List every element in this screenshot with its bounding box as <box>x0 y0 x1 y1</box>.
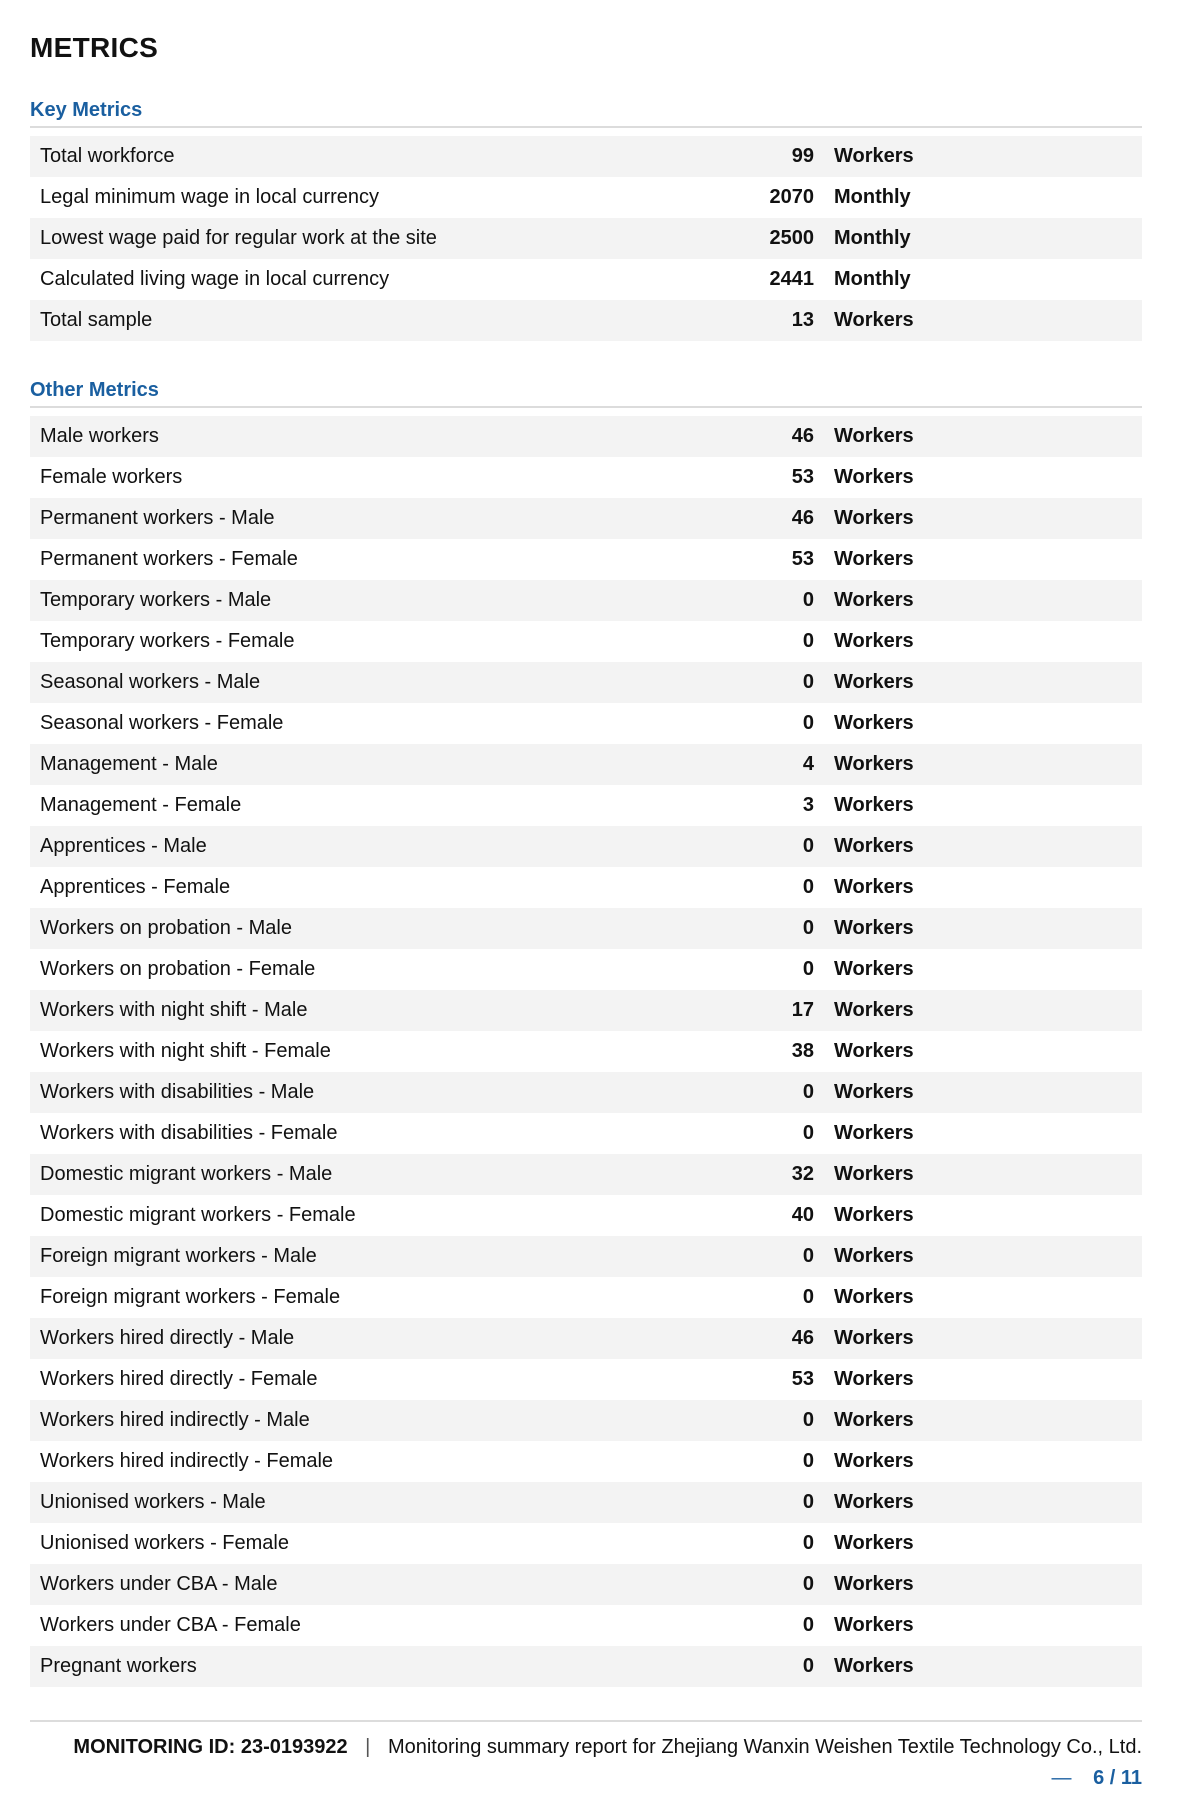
metric-value: 0 <box>802 1491 814 1513</box>
metric-unit: Workers <box>834 1491 914 1513</box>
metric-row <box>30 416 1142 457</box>
metric-row <box>30 1236 1142 1277</box>
section-divider <box>30 126 1142 128</box>
metric-value: 40 <box>791 1204 814 1226</box>
metric-value: 0 <box>802 1655 814 1677</box>
metric-value: 32 <box>791 1163 814 1185</box>
metric-value: 46 <box>791 425 814 447</box>
metric-unit: Workers <box>834 1450 914 1472</box>
metric-label: Legal minimum wage in local currency <box>40 186 380 208</box>
metric-unit: Workers <box>834 671 914 693</box>
metric-row <box>30 990 1142 1031</box>
metric-unit: Workers <box>834 630 914 652</box>
metric-value: 46 <box>791 1327 814 1349</box>
metric-label: Workers with disabilities - Female <box>40 1122 338 1144</box>
metric-unit: Workers <box>834 712 914 734</box>
metric-label: Workers with night shift - Female <box>40 1040 331 1062</box>
page-footer <box>30 1720 1142 1790</box>
metric-value: 0 <box>802 1532 814 1554</box>
metric-unit: Workers <box>834 876 914 898</box>
metric-label: Calculated living wage in local currency <box>40 268 390 290</box>
metric-unit: Workers <box>834 1573 914 1595</box>
metric-row <box>30 259 1142 300</box>
metric-unit: Workers <box>834 1286 914 1308</box>
metric-value: 0 <box>802 630 814 652</box>
metric-value: 0 <box>802 1450 814 1472</box>
metric-label: Workers on probation - Female <box>40 958 316 980</box>
metric-row <box>30 908 1142 949</box>
metric-row <box>30 703 1142 744</box>
metric-value: 0 <box>802 835 814 857</box>
metric-row <box>30 218 1142 259</box>
metric-label: Foreign migrant workers - Male <box>40 1245 317 1267</box>
metric-unit: Workers <box>834 507 914 529</box>
metric-value: 4 <box>802 753 814 775</box>
metric-label: Lowest wage paid for regular work at the site <box>40 227 437 249</box>
metric-unit: Workers <box>834 1614 914 1636</box>
metric-row <box>30 1277 1142 1318</box>
metric-value: 53 <box>791 1368 814 1390</box>
metric-row <box>30 785 1142 826</box>
metric-unit: Workers <box>834 425 914 447</box>
metric-unit: Workers <box>834 1163 914 1185</box>
metric-label: Workers under CBA - Male <box>40 1573 278 1595</box>
footer-separator: | <box>365 1736 371 1758</box>
metric-value: 0 <box>802 1081 814 1103</box>
metric-unit: Workers <box>834 753 914 775</box>
metric-unit: Workers <box>834 589 914 611</box>
footer-divider <box>30 1720 1142 1722</box>
metric-label: Unionised workers - Female <box>40 1532 289 1554</box>
footer-info <box>30 1736 1142 1759</box>
other-metrics-section <box>30 375 1142 1687</box>
metric-value: 53 <box>791 548 814 570</box>
metric-label: Permanent workers - Female <box>40 548 298 570</box>
metric-unit: Workers <box>834 1040 914 1062</box>
metric-row <box>30 1072 1142 1113</box>
metric-unit: Workers <box>834 958 914 980</box>
metric-unit: Workers <box>834 1655 914 1677</box>
metric-row <box>30 1482 1142 1523</box>
metric-unit: Workers <box>834 1368 914 1390</box>
metric-label: Domestic migrant workers - Female <box>40 1204 356 1226</box>
metric-row <box>30 1154 1142 1195</box>
metric-label: Temporary workers - Female <box>40 630 295 652</box>
metric-row <box>30 744 1142 785</box>
metric-value: 53 <box>791 466 814 488</box>
metric-value: 46 <box>791 507 814 529</box>
monitoring-id-label: MONITORING ID: <box>73 1736 236 1758</box>
metric-label: Female workers <box>40 466 183 488</box>
metric-value: 2441 <box>769 268 814 290</box>
metric-row <box>30 1646 1142 1687</box>
metric-value: 17 <box>791 999 814 1021</box>
metric-label: Seasonal workers - Female <box>40 712 284 734</box>
metric-row <box>30 1400 1142 1441</box>
metric-unit: Workers <box>834 835 914 857</box>
metric-unit: Monthly <box>834 227 911 249</box>
metric-value: 0 <box>802 876 814 898</box>
metric-value: 2500 <box>769 227 814 249</box>
metric-unit: Workers <box>834 1532 914 1554</box>
metric-value: 0 <box>802 1573 814 1595</box>
metric-value: 0 <box>802 917 814 939</box>
metric-row <box>30 1113 1142 1154</box>
metric-label: Foreign migrant workers - Female <box>40 1286 341 1308</box>
metric-unit: Monthly <box>834 186 911 208</box>
metric-row <box>30 949 1142 990</box>
page-number: 6 / 11 <box>1093 1767 1142 1789</box>
page-dash: — <box>1051 1767 1072 1789</box>
metric-unit: Workers <box>834 548 914 570</box>
metric-label: Workers hired directly - Male <box>40 1327 295 1349</box>
metric-label: Seasonal workers - Male <box>40 671 261 693</box>
metric-unit: Monthly <box>834 268 911 290</box>
metric-value: 38 <box>791 1040 814 1062</box>
key-metrics-section <box>30 95 1142 341</box>
metric-label: Total workforce <box>40 145 175 167</box>
metric-row <box>30 1195 1142 1236</box>
metric-value: 3 <box>802 794 814 816</box>
metric-unit: Workers <box>834 1245 914 1267</box>
metric-label: Workers on probation - Male <box>40 917 292 939</box>
metric-value: 99 <box>791 145 814 167</box>
metric-value: 0 <box>802 1245 814 1267</box>
metric-value: 0 <box>802 671 814 693</box>
metric-label: Permanent workers - Male <box>40 507 275 529</box>
metric-unit: Workers <box>834 794 914 816</box>
metric-unit: Workers <box>834 1327 914 1349</box>
metric-label: Workers hired indirectly - Female <box>40 1450 334 1472</box>
metric-value: 0 <box>802 1122 814 1144</box>
metric-row <box>30 662 1142 703</box>
metric-row <box>30 1031 1142 1072</box>
metric-value: 13 <box>791 309 814 331</box>
metric-value: 0 <box>802 712 814 734</box>
metric-label: Temporary workers - Male <box>40 589 272 611</box>
monitoring-id-value: 23-0193922 <box>240 1736 348 1758</box>
metric-row <box>30 1605 1142 1646</box>
metric-label: Pregnant workers <box>40 1655 197 1677</box>
section-divider <box>30 406 1142 408</box>
metric-unit: Workers <box>834 999 914 1021</box>
metric-row <box>30 580 1142 621</box>
metric-row <box>30 1359 1142 1400</box>
metric-value: 0 <box>802 958 814 980</box>
metric-label: Workers hired indirectly - Male <box>40 1409 310 1431</box>
metric-value: 2070 <box>769 186 814 208</box>
metric-unit: Workers <box>834 145 914 167</box>
metric-label: Management - Female <box>40 794 242 816</box>
metric-row <box>30 300 1142 341</box>
metric-label: Male workers <box>40 425 159 447</box>
metric-row <box>30 539 1142 580</box>
metric-unit: Workers <box>834 1122 914 1144</box>
metric-label: Apprentices - Female <box>40 876 231 898</box>
metric-label: Total sample <box>40 309 153 331</box>
key-metrics-heading: Key Metrics <box>30 99 143 121</box>
metric-row <box>30 177 1142 218</box>
other-metrics-heading: Other Metrics <box>30 379 159 401</box>
page-indicator <box>30 1767 1142 1790</box>
metric-value: 0 <box>802 589 814 611</box>
metric-value: 0 <box>802 1409 814 1431</box>
metric-label: Workers hired directly - Female <box>40 1368 318 1390</box>
metric-row <box>30 867 1142 908</box>
metric-row <box>30 621 1142 662</box>
metric-unit: Workers <box>834 1409 914 1431</box>
metric-unit: Workers <box>834 1204 914 1226</box>
metric-value: 0 <box>802 1286 814 1308</box>
other-metrics-table <box>30 416 1142 1687</box>
metric-label: Workers with night shift - Male <box>40 999 308 1021</box>
metric-label: Unionised workers - Male <box>40 1491 266 1513</box>
metric-value: 0 <box>802 1614 814 1636</box>
metric-unit: Workers <box>834 917 914 939</box>
metric-row <box>30 1523 1142 1564</box>
metric-row <box>30 136 1142 177</box>
metric-row <box>30 1318 1142 1359</box>
key-metrics-table <box>30 136 1142 341</box>
metric-label: Management - Male <box>40 753 218 775</box>
metric-label: Domestic migrant workers - Male <box>40 1163 333 1185</box>
metric-unit: Workers <box>834 1081 914 1103</box>
metric-row <box>30 1564 1142 1605</box>
metric-row <box>30 1441 1142 1482</box>
metric-label: Workers under CBA - Female <box>40 1614 301 1636</box>
metric-row <box>30 826 1142 867</box>
metric-row <box>30 457 1142 498</box>
metric-label: Workers with disabilities - Male <box>40 1081 315 1103</box>
report-title: Monitoring summary report for Zhejiang Wanxin Weishen Textile Technology Co., Ltd. <box>387 1736 1142 1758</box>
metric-unit: Workers <box>834 309 914 331</box>
metric-label: Apprentices - Male <box>40 835 207 857</box>
page-title: METRICS <box>30 32 159 63</box>
metric-unit: Workers <box>834 466 914 488</box>
metric-row <box>30 498 1142 539</box>
